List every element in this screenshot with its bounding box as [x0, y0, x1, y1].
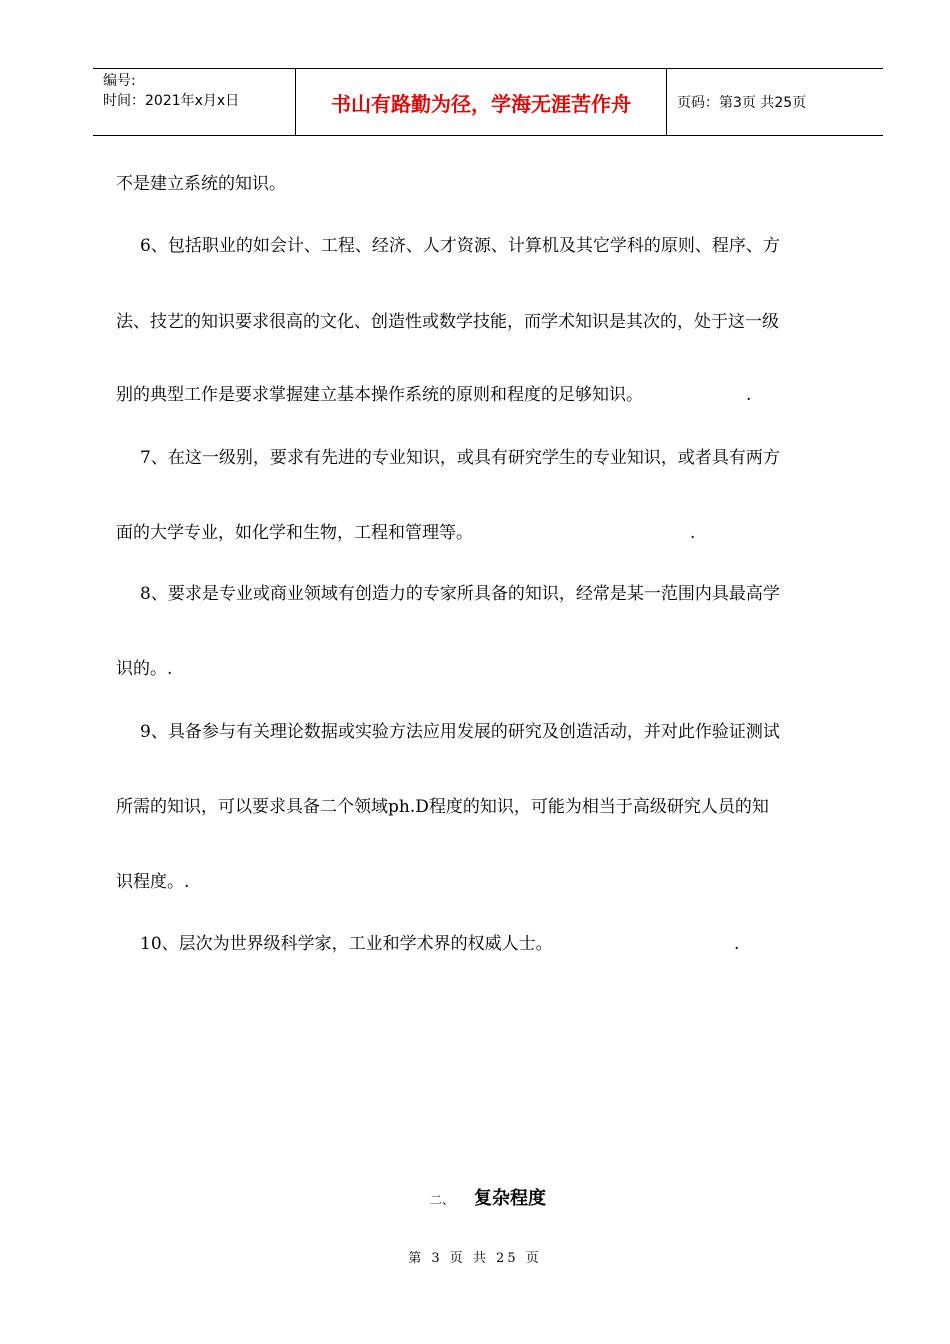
- paragraph-8-line-1: 8、要求是专业或商业领域有创造力的专家所具备的知识，经常是某一范围内具最高学: [140, 584, 780, 604]
- trailing-dot: .: [746, 385, 752, 405]
- page-header: [93, 68, 883, 136]
- paragraph-7-line-1: 7、在这一级别，要求有先进的专业知识，或具有研究学生的专业知识，或者具有两方: [140, 448, 780, 468]
- trailing-dot: .: [734, 934, 740, 954]
- paragraph-6-line-2: 法、技艺的知识要求很高的文化、创造性或数学技能，而学术知识是其次的，处于这一级: [116, 312, 779, 332]
- paragraph-6-line-3: 别的典型工作是要求掌握建立基本操作系统的原则和程度的足够知识。: [116, 385, 643, 405]
- header-time-label: 时间：2021年x月x日: [103, 93, 240, 109]
- paragraph-10-line-1: 10、层次为世界级科学家，工业和学术界的权威人士。: [140, 934, 553, 954]
- paragraph-8-line-2: 识的。.: [116, 659, 173, 679]
- header-number-label: 编号:: [103, 73, 136, 89]
- paragraph-9-line-1: 9、具备参与有关理论数据或实验方法应用发展的研究及创造活动，并对此作验证测试: [140, 722, 780, 742]
- section-heading: [430, 1184, 546, 1210]
- paragraph-7-line-2: 面的大学专业，如化学和生物，工程和管理等。: [116, 523, 473, 543]
- paragraph-9-line-3: 识程度。.: [116, 872, 190, 892]
- header-motto: 书山有路勤为径，学海无涯苦作舟: [295, 69, 667, 135]
- trailing-dot: .: [690, 523, 696, 543]
- section-number: 二、: [430, 1193, 455, 1207]
- header-meta: [93, 69, 295, 135]
- header-page-info: 页码：第3页 共25页: [677, 95, 807, 111]
- paragraph-6-line-1: 6、包括职业的如会计、工程、经济、人才资源、计算机及其它学科的原则、程序、方: [140, 236, 780, 256]
- section-title: 复杂程度: [474, 1188, 547, 1209]
- body-line: 不是建立系统的知识。: [116, 174, 286, 194]
- page-footer: 第 3 页 共 25 页: [408, 1251, 542, 1266]
- paragraph-9-line-2: 所需的知识，可以要求具备二个领域ph.D程度的知识，可能为相当于高级研究人员的知: [116, 797, 769, 817]
